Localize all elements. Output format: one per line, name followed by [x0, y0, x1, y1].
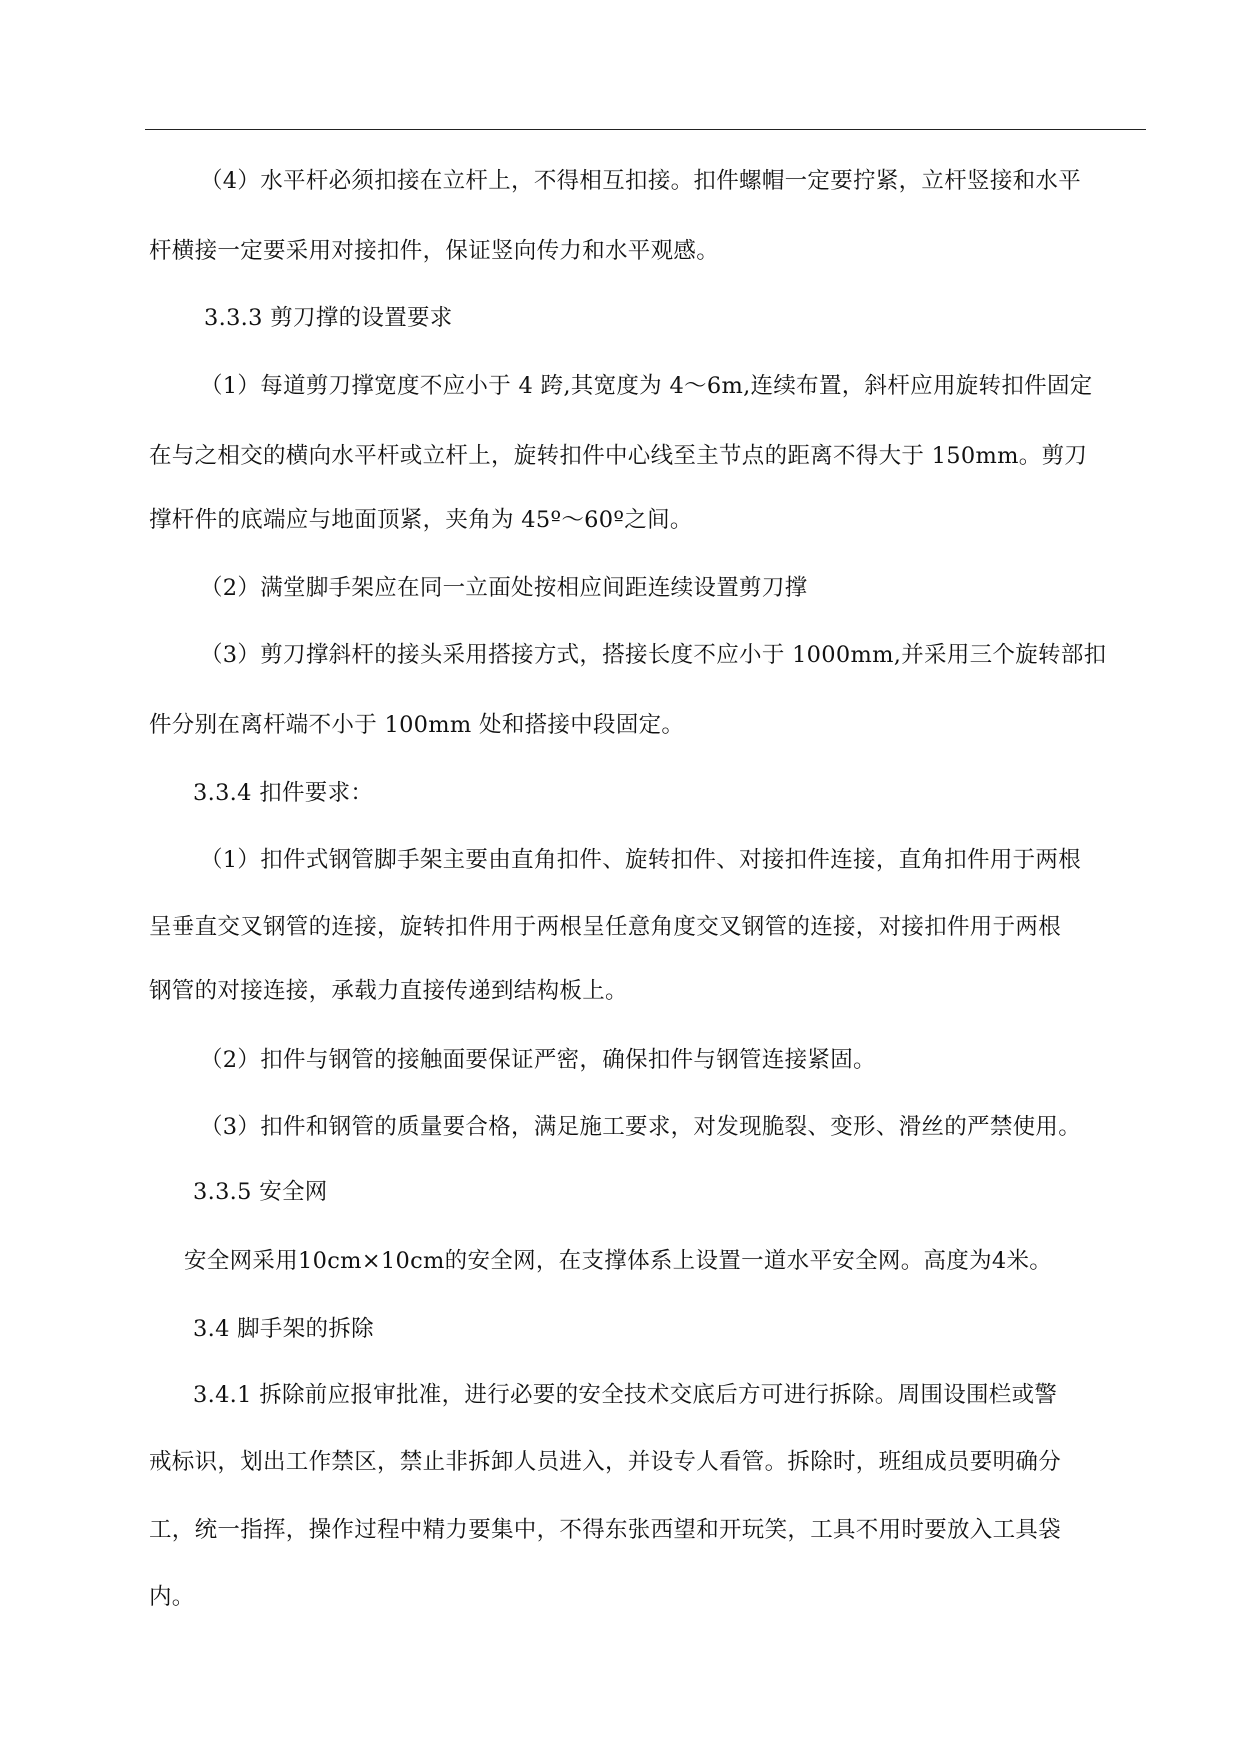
text-line: 工，统一指挥，操作过程中精力要集中，不得东张西望和开玩笑，工具不用时要放入工具袋	[149, 1517, 1062, 1543]
text-line: （1）每道剪刀撑宽度不应小于 4 跨,其宽度为 4～6m,连续布置，斜杆应用旋转扣件固定	[200, 373, 1093, 399]
text-line: 撑杆件的底端应与地面顶紧，夹角为 45º～60º之间。	[149, 507, 693, 533]
text-line: 杆横接一定要采用对接扣件，保证竖向传力和水平观感。	[149, 238, 720, 264]
text-line: 呈垂直交叉钢管的连接，旋转扣件用于两根呈任意角度交叉钢管的连接，对接扣件用于两根	[149, 914, 1062, 940]
text-line: （2）满堂脚手架应在同一立面处按相应间距连续设置剪刀撑	[200, 575, 808, 601]
section-heading: 3.3.3 剪刀撑的设置要求	[204, 305, 453, 331]
text-line: （3）扣件和钢管的质量要合格，满足施工要求，对发现脆裂、变形、滑丝的严禁使用。	[200, 1114, 1082, 1140]
section-heading: 3.3.5 安全网	[193, 1179, 328, 1205]
text-line: （4）水平杆必须扣接在立杆上，不得相互扣接。扣件螺帽一定要拧紧，立杆竖接和水平	[200, 168, 1082, 194]
header-rule	[145, 129, 1146, 130]
section-heading: 3.3.4 扣件要求：	[193, 780, 374, 806]
section-heading: 3.4 脚手架的拆除	[193, 1316, 374, 1342]
text-line: 在与之相交的横向水平杆或立杆上，旋转扣件中心线至主节点的距离不得大于 150mm。剪刀	[149, 443, 1088, 469]
text-line: （3）剪刀撑斜杆的接头采用搭接方式，搭接长度不应小于 1000mm,并采用三个旋转部扣	[200, 642, 1107, 668]
text-line: 内。	[149, 1584, 195, 1610]
text-line: （2）扣件与钢管的接触面要保证严密，确保扣件与钢管连接紧固。	[200, 1047, 876, 1073]
text-line: 安全网采用10cm×10cm的安全网，在支撑体系上设置一道水平安全网。高度为4米。	[184, 1248, 1053, 1274]
text-line: 件分别在离杆端不小于 100mm 处和搭接中段固定。	[149, 712, 685, 738]
text-line: （1）扣件式钢管脚手架主要由直角扣件、旋转扣件、对接扣件连接，直角扣件用于两根	[200, 847, 1082, 873]
text-line: 钢管的对接连接，承载力直接传递到结构板上。	[149, 978, 628, 1004]
text-line: 戒标识，划出工作禁区，禁止非拆卸人员进入，并设专人看管。拆除时，班组成员要明确分	[149, 1449, 1062, 1475]
text-line: 3.4.1 拆除前应报审批准，进行必要的安全技术交底后方可进行拆除。周围设围栏或警	[193, 1382, 1058, 1408]
